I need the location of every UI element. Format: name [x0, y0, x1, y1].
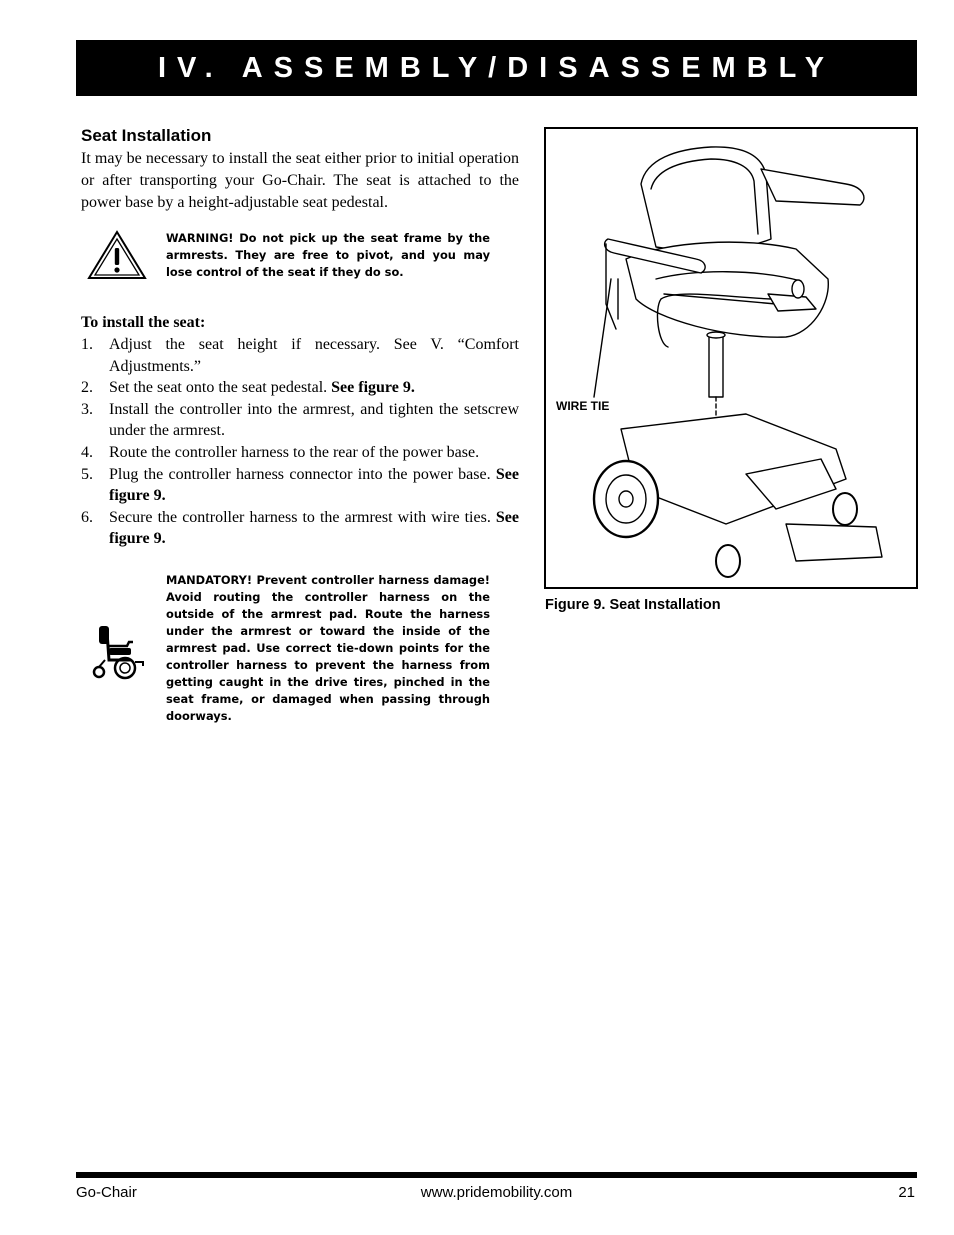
step-item — [81, 464, 519, 507]
steps-list — [81, 334, 519, 550]
step-item — [81, 507, 519, 550]
step-text: Adjust the seat height if necessary. See V. “Comfort Adjustments.” — [109, 336, 519, 375]
header-title: IV. ASSEMBLY/DISASSEMBLY — [157, 51, 836, 84]
step-number: 5. — [81, 465, 93, 483]
warning-text: WARNING! Do not pick up the seat frame by the armrests. They are free to pivot, and you may lose control of the seat if they do so. — [166, 231, 490, 279]
steps-title: To install the seat: — [81, 314, 206, 331]
figure-reference: See figure 9. — [109, 465, 519, 505]
mandatory-text: MANDATORY! Prevent controller harness damage! Avoid routing the controller harness on the outside of the armrest pad. Route the harness under the armrest or toward the inside of the armrest pad. Use correct tie-down points for the controller harness to prevent the harness from getting caught in the drive tires, pinched in the seat frame, or damaged when passing through doorways. — [166, 572, 490, 723]
footer-product: Go-Chair — [76, 1184, 137, 1201]
step-text: Set the seat onto the seat pedestal. — [109, 379, 332, 397]
step-item — [81, 399, 519, 442]
step-item — [81, 377, 519, 399]
step-text: Install the controller into the armrest, and tighten the setscrew under the armrest. — [109, 400, 519, 440]
figure-reference: See figure 9. — [331, 379, 415, 397]
step-text: Plug the controller harness connector into the power base. — [109, 465, 496, 483]
step-text: Route the controller harness to the rear of the power base. — [109, 443, 480, 461]
wheelchair-icon — [89, 622, 147, 687]
step-number: 1. — [81, 336, 93, 353]
warning-notice — [81, 230, 519, 290]
section-title: Seat Installation — [81, 126, 212, 145]
step-number: 4. — [81, 443, 93, 461]
step-item — [81, 334, 519, 377]
figure-caption: Figure 9. Seat Installation — [545, 597, 721, 613]
step-number: 6. — [81, 508, 93, 526]
left-column — [81, 126, 519, 742]
step-item — [81, 442, 519, 464]
footer-url: www.pridemobility.com — [420, 1184, 573, 1201]
mandatory-notice — [81, 572, 519, 742]
step-text: Secure the controller harness to the armrest with wire ties. — [109, 508, 496, 526]
figure-reference: See figure 9. — [109, 508, 519, 548]
page-footer — [76, 1184, 917, 1204]
figure-box — [544, 127, 918, 589]
footer-rule — [76, 1172, 917, 1178]
step-number: 3. — [81, 400, 93, 418]
wire-tie-callout: WIRE TIE — [556, 399, 610, 413]
page-number: 21 — [898, 1184, 915, 1201]
seat-assembly-illustration — [546, 129, 916, 587]
warning-triangle-icon — [87, 230, 147, 285]
step-number: 2. — [81, 379, 93, 397]
section-header — [76, 40, 917, 96]
intro-paragraph: It may be necessary to install the seat either prior to initial operation or after transporting your Go-Chair. The seat is attached to the power base by a height-adjustable seat pedestal. — [81, 150, 519, 211]
